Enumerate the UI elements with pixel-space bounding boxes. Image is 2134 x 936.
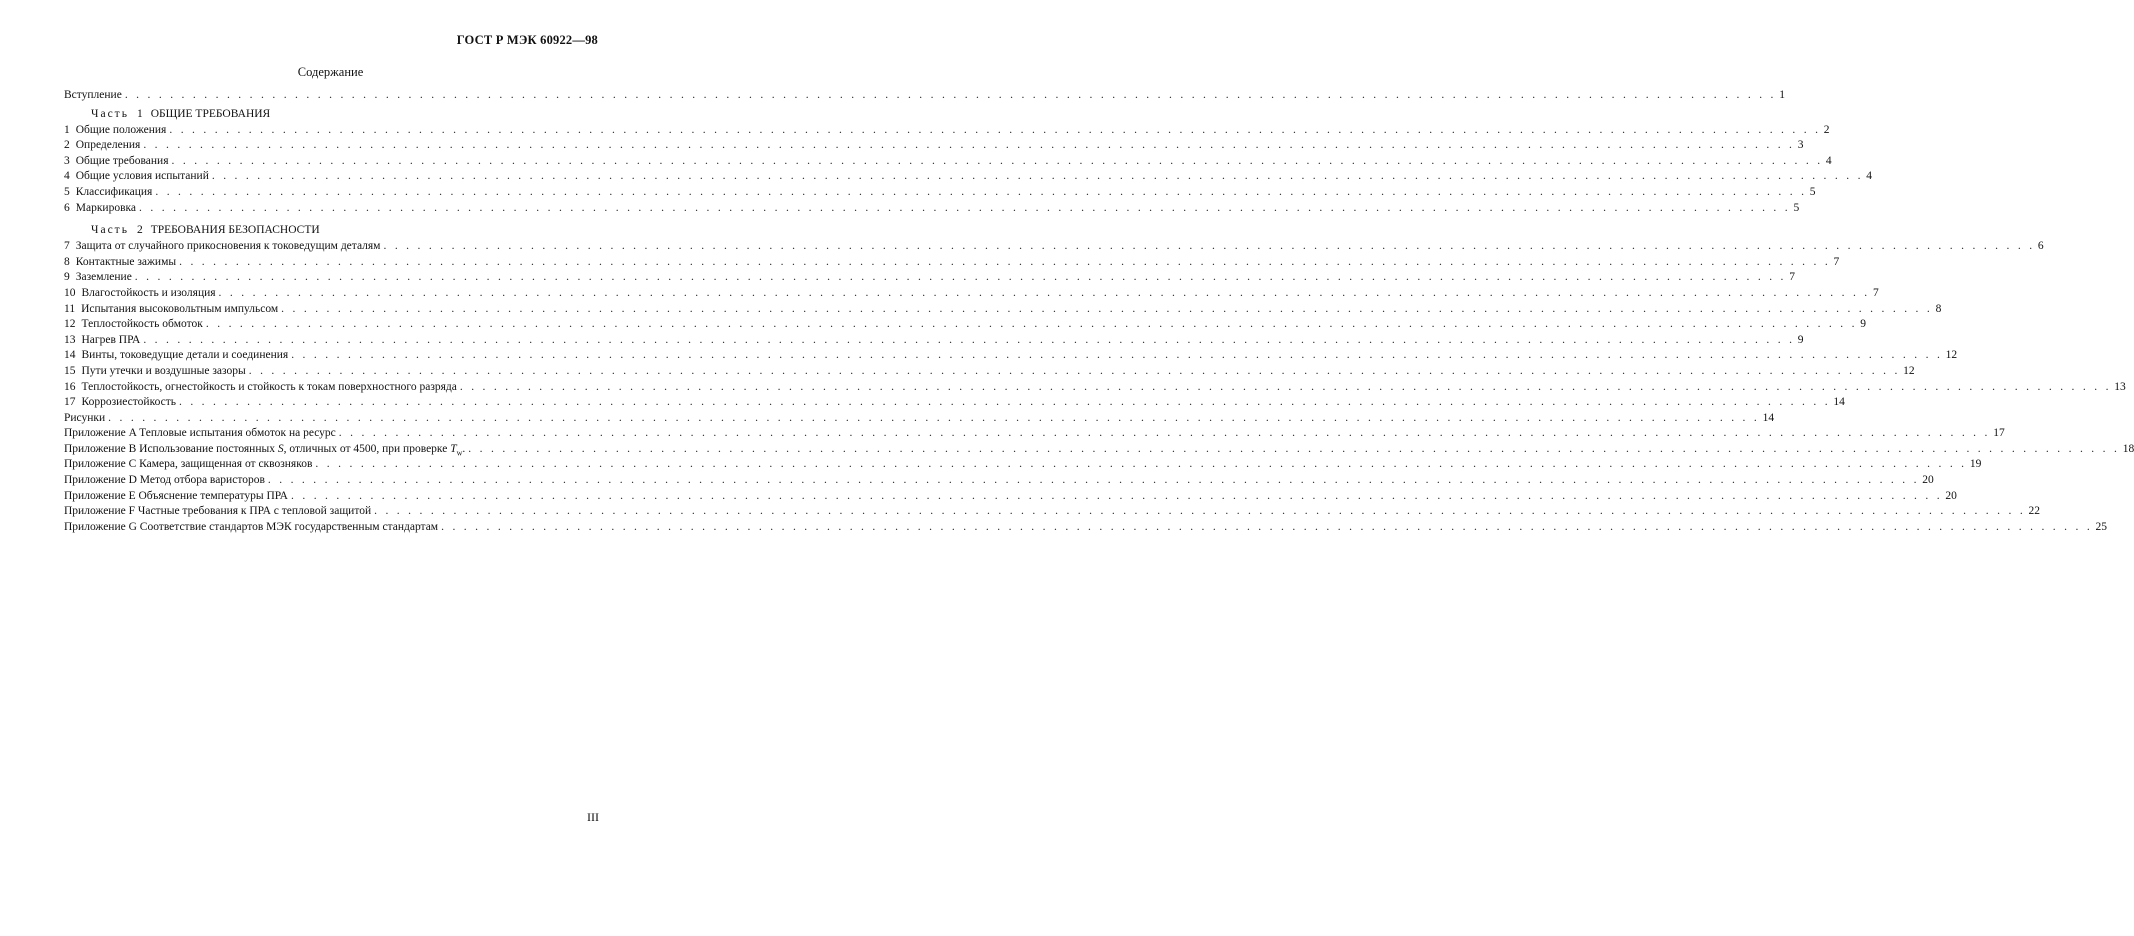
toc-entry-label: Контактные зажимы [75, 255, 177, 268]
leader-dots [460, 380, 2111, 396]
leader-dots [155, 185, 1806, 201]
toc-entry-number: 4 [64, 170, 70, 183]
leader-dots [268, 473, 1919, 489]
toc-entry[interactable] [64, 317, 1867, 333]
toc-entry[interactable] [64, 201, 1800, 217]
page-number: III [587, 810, 599, 824]
toc-entry-annex-e[interactable] [64, 489, 1957, 505]
leader-dots [212, 169, 1863, 185]
toc-entry-page: 6 [2037, 240, 2044, 253]
toc-entry-page: 4 [1825, 154, 1832, 167]
leader-dots [219, 286, 1870, 302]
toc-entry-number: 7 [64, 240, 70, 253]
toc-entry-annex-b[interactable] [64, 442, 2134, 458]
toc-entry-label: Защита от случайного прикосновения к токоведущим деталям [75, 240, 381, 253]
toc-entry-number: 9 [64, 271, 70, 284]
toc-entry-label: Рисунки [64, 411, 106, 424]
toc-entry-page: 18 [2122, 442, 2134, 455]
leader-dots [383, 239, 2034, 255]
toc-entry-label: Маркировка [75, 201, 137, 214]
toc-entry-page: 20 [1922, 474, 1934, 487]
toc-entry-label: Приложение E Объяснение температуры ПРА [64, 489, 288, 502]
toc-entry-label: Классификация [75, 185, 153, 198]
toc-entry-page: 5 [1793, 201, 1800, 214]
part-1-entries [64, 123, 1873, 217]
toc-entry-number: 1 [64, 123, 70, 136]
part-1-heading [64, 105, 598, 123]
toc-entry-page: 9 [1797, 333, 1804, 346]
toc-entry[interactable] [64, 123, 1830, 139]
toc-entry-page: 25 [2095, 520, 2108, 533]
leader-dots [172, 154, 1823, 170]
leader-dots [281, 302, 1932, 318]
toc-entry-label: Винты, токоведущие детали и соединения [81, 349, 289, 362]
part-2-entries [64, 239, 2126, 411]
leader-dots [179, 255, 1830, 271]
toc-entry-annex-a[interactable] [64, 426, 2005, 442]
table-of-contents [64, 88, 2134, 535]
toc-entry-number: 17 [64, 396, 76, 409]
toc-entry-number: 10 [64, 286, 76, 299]
toc-entry-page: 3 [1797, 139, 1804, 152]
toc-entry[interactable] [64, 154, 1832, 170]
toc-entry-label: Заземление [75, 271, 132, 284]
part-number: 2 [136, 224, 143, 237]
part-word: Часть [91, 107, 129, 120]
toc-entry[interactable] [64, 364, 1915, 380]
leader-dots [291, 348, 1942, 364]
toc-entry-page: 7 [1789, 271, 1795, 284]
toc-entry[interactable] [64, 239, 2044, 255]
toc-entry-page: 22 [2028, 505, 2041, 518]
toc-entry-page: 5 [1809, 185, 1816, 198]
toc-entry-page: 12 [1903, 364, 1915, 377]
toc-entry-label: Общие условия испытаний [75, 170, 209, 183]
toc-entry-label: Приложение A Тепловые испытания обмоток на ресурс [64, 427, 336, 440]
toc-entry[interactable] [64, 286, 1879, 302]
toc-entry-label: Пути утечки и воздушные зазоры [81, 364, 246, 377]
toc-entry-number: 13 [64, 333, 76, 346]
toc-entry-annex-c[interactable] [64, 457, 1982, 473]
toc-entry-label: Общие положения [75, 123, 167, 136]
leader-dots [169, 123, 1820, 139]
toc-entry-page: 17 [1993, 427, 2005, 440]
toc-entry[interactable] [64, 395, 1845, 411]
toc-entry-page: 8 [1935, 302, 1942, 315]
toc-entry-page: 20 [1945, 489, 1957, 502]
toc-entry-page: 2 [1823, 123, 1830, 136]
toc-entry-annex-f[interactable] [64, 504, 2041, 520]
toc-entry-page: 7 [1833, 255, 1840, 268]
toc-entry-label: Приложение D Метод отбора варисторов [64, 474, 265, 487]
toc-entry-label: Теплостойкость, огнестойкость и стойкость к токам поверхностного разряда [81, 380, 457, 393]
toc-entry[interactable] [64, 380, 2126, 396]
leader-dots [125, 88, 1776, 104]
leader-dots [143, 333, 1794, 349]
toc-entry-number: 14 [64, 349, 76, 362]
toc-entry-number: 15 [64, 364, 76, 377]
toc-entry-label: Определения [75, 139, 141, 152]
leader-dots [206, 317, 1857, 333]
toc-entry-page: 13 [2114, 380, 2126, 393]
toc-entry-label: Испытания высоковольтным импульсом [81, 302, 279, 315]
toc-entry[interactable] [64, 333, 1804, 349]
toc-entry-label: Нагрев ПРА [81, 333, 141, 346]
toc-entry-page: 9 [1860, 318, 1867, 331]
toc-entry-label: Вступление [64, 89, 122, 101]
toc-entry-page: 14 [1762, 411, 1775, 424]
leader-dots [339, 426, 1990, 442]
toc-title: Содержание [297, 65, 364, 79]
toc-entry-number: 16 [64, 380, 76, 393]
toc-entry-page: 14 [1833, 396, 1845, 409]
toc-entry-annex-d[interactable] [64, 473, 1934, 489]
toc-entry[interactable] [64, 138, 1804, 154]
toc-entry[interactable] [64, 348, 1958, 364]
toc-entry-number: 2 [64, 139, 70, 152]
leader-dots [108, 411, 1759, 427]
toc-entry[interactable] [64, 255, 1840, 271]
leader-dots [374, 504, 2025, 520]
toc-entry-figures[interactable] [64, 411, 1775, 427]
toc-entry-number: 3 [64, 154, 70, 167]
toc-entry-label: Теплостойкость обмоток [81, 318, 203, 331]
part-name: ТРЕБОВАНИЯ БЕЗОПАСНОСТИ [150, 224, 320, 237]
toc-entry-number: 12 [64, 318, 76, 331]
toc-entry-page: 19 [1969, 458, 1982, 471]
toc-entry-page: 1 [1779, 89, 1785, 101]
toc-entry-label: Влагостойкость и изоляция [81, 286, 216, 299]
toc-entry[interactable] [64, 270, 1795, 286]
toc-entry-number: 6 [64, 201, 70, 214]
part-number: 1 [136, 107, 143, 120]
leader-dots [315, 457, 1966, 473]
toc-entry-label: Приложение C Камера, защищенная от сквозняков [64, 458, 313, 471]
part-2-heading [64, 221, 598, 239]
toc-entry-label: Приложение B Использование постоянных S, отличных от 4500, при проверке $T_w$. [64, 442, 466, 458]
toc-entry[interactable] [64, 302, 1942, 318]
toc-entry-annex-g[interactable] [64, 520, 2108, 536]
toc-entry-label: Коррозиестойкость [81, 396, 176, 409]
toc-entry-page: 7 [1872, 286, 1879, 299]
leader-dots [179, 395, 1830, 411]
toc-entry[interactable] [64, 169, 1873, 185]
toc-entry-page: 4 [1866, 170, 1873, 183]
leader-dots [249, 364, 1900, 380]
toc-entry-intro[interactable] [64, 88, 1785, 104]
toc-entry-number: 8 [64, 255, 70, 268]
leader-dots [135, 270, 1786, 286]
leader-dots [441, 520, 2092, 536]
toc-entry-label: Приложение F Частные требования к ПРА с тепловой защитой [64, 505, 372, 518]
leader-dots [139, 201, 1790, 217]
part-name: ОБЩИЕ ТРЕБОВАНИЯ [150, 107, 271, 120]
part-word: Часть [91, 224, 129, 237]
toc-entry-number: 11 [64, 302, 76, 315]
document-code-header: ГОСТ Р МЭК 60922—98 [456, 33, 598, 47]
leader-dots [291, 489, 1942, 505]
toc-entry[interactable] [64, 185, 1816, 201]
toc-entry-label: Приложение G Соответствие стандартов МЭК государственным стандартам [64, 520, 439, 533]
leader-dots [468, 442, 2119, 458]
toc-entry-page: 12 [1945, 349, 1958, 362]
leader-dots [143, 138, 1794, 154]
toc-entry-number: 5 [64, 185, 70, 198]
toc-entry-label: Общие требования [75, 154, 169, 167]
